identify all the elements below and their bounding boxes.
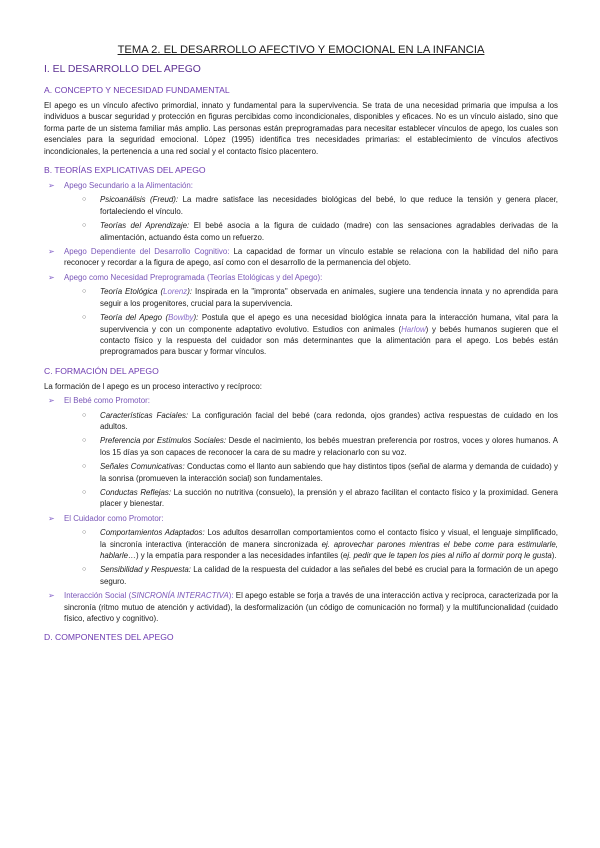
section-heading-1: I. EL DESARROLLO DEL APEGO bbox=[44, 64, 201, 75]
item-term: Señales Comunicativas: bbox=[100, 462, 185, 472]
list-item-bebe-promotor bbox=[44, 395, 558, 406]
circle-bullet-icon: ○ bbox=[82, 196, 87, 204]
arrow-bullet-icon: ➢ bbox=[48, 247, 55, 257]
list-item-desarrollo-cognitivo bbox=[44, 246, 558, 269]
item-heading: El Bebé como Promotor: bbox=[64, 396, 150, 406]
item-text: Inspirada en la "impronta" observada en animales, sugiere una tendencia innata y no aprendida para seguir a los progenitores, crucial para la supervivencia. bbox=[100, 287, 558, 308]
list-item-cuidador-promotor bbox=[44, 513, 558, 524]
item-term-close: ): bbox=[187, 287, 193, 297]
example-text: ej. pedir que le tapen los pies al niño al dormir porq le gusta bbox=[343, 551, 552, 560]
item-text: La succión no nutritiva (consuelo), la prensión y el abrazo facilitan el contacto físico y la proximidad. Genera placer y bienestar. bbox=[100, 487, 558, 509]
circle-bullet-icon: ○ bbox=[82, 488, 87, 496]
author-name: Lorenz bbox=[163, 287, 188, 297]
paragraph-formacion-intro: La formación de l apego es un proceso interactivo y recíproco: bbox=[44, 381, 262, 391]
list-item-apego-secundario bbox=[44, 180, 558, 191]
item-text: ) y la empatía para responder a las necesidades infantiles ( bbox=[135, 551, 343, 560]
document-page bbox=[44, 44, 558, 647]
item-heading-close: ): bbox=[228, 591, 234, 601]
item-term: Teoría del Apego ( bbox=[100, 313, 169, 323]
item-heading: Apego Dependiente del Desarrollo Cognitivo: bbox=[64, 247, 230, 257]
item-term-close: ): bbox=[193, 313, 199, 323]
circle-bullet-icon: ○ bbox=[82, 288, 87, 296]
item-text: La madre satisface las necesidades biológicas del bebé, lo que reduce la tensión y genera placer, fortaleciendo el vínculo. bbox=[100, 195, 558, 216]
item-text: La capacidad de formar un vínculo estable se relaciona con la habilidad del niño para reconocer y recordar a la figura de apego, así como con el desarrollo de la permanencia del objeto. bbox=[64, 247, 559, 268]
item-heading: Interacción Social ( bbox=[64, 591, 132, 601]
circle-bullet-icon: ○ bbox=[82, 437, 87, 445]
heading-concepto: A. CONCEPTO Y NECESIDAD FUNDAMENTAL bbox=[44, 85, 230, 95]
example-text: ej. aprovechar parones mientras el bebe come para estimularle, hablarle… bbox=[100, 539, 558, 560]
item-term: Conductas Reflejas: bbox=[100, 487, 172, 497]
item-heading: Apego como Necesidad Preprogramada (Teorías Etológicas y del Apego): bbox=[64, 272, 323, 282]
arrow-bullet-icon: ➢ bbox=[48, 272, 55, 282]
sub-item-caracteristicas-faciales bbox=[44, 410, 558, 433]
item-heading: El Cuidador como Promotor: bbox=[64, 513, 164, 523]
sub-item-senales-comunicativas bbox=[44, 461, 558, 484]
item-text: Desde el nacimiento, los bebés muestran preferencia por rostros, voces y olores humanos. A los 15 días ya son capaces de reconocer la cara de su madre y relacionarlo con su voz. bbox=[100, 436, 559, 457]
arrow-bullet-icon: ➢ bbox=[48, 513, 55, 523]
heading-componentes: D. COMPONENTES DEL APEGO bbox=[44, 632, 174, 643]
item-text: Postula que el apego es una necesidad biológica innata para la interacción humana, vital para la supervivencia y con un componente adaptativo evolutivo. Estudios con animales ( bbox=[100, 313, 558, 334]
item-text: El bebé asocia a la figura de cuidado (madre) con las sensaciones agradables derivadas de la alimentación, actuando ésta como un refuerzo. bbox=[100, 221, 558, 242]
circle-bullet-icon: ○ bbox=[82, 314, 87, 322]
sub-item-etologica bbox=[44, 286, 558, 309]
sub-item-teoria-apego bbox=[44, 312, 558, 358]
item-term: Sensibilidad y Respuesta: bbox=[100, 565, 191, 575]
item-text: La calidad de la respuesta del cuidador a las señales del bebé es crucial para la formación de un apego seguro. bbox=[100, 565, 558, 586]
circle-bullet-icon: ○ bbox=[82, 529, 87, 537]
circle-bullet-icon: ○ bbox=[82, 411, 87, 419]
item-text: ) y bebés humanos sugieren que el contacto físico y la respuesta del cuidador son más determinantes que la alimentación para el apego. Los bebés están preprogramados para buscar y formar vínculos. bbox=[100, 324, 559, 357]
item-heading: Apego Secundario a la Alimentación: bbox=[64, 181, 193, 191]
arrow-bullet-icon: ➢ bbox=[48, 396, 55, 406]
circle-bullet-icon: ○ bbox=[82, 463, 87, 471]
item-term: Preferencia por Estímulos Sociales: bbox=[100, 436, 227, 446]
item-term: Teoría Etológica ( bbox=[100, 287, 164, 297]
heading-formacion: C. FORMACIÓN DEL APEGO bbox=[44, 365, 159, 376]
item-term: Características Faciales: bbox=[100, 410, 189, 420]
item-term: Teorías del Aprendizaje: bbox=[100, 221, 190, 231]
circle-bullet-icon: ○ bbox=[82, 222, 87, 230]
item-text: Conductas como el llanto aun sabiendo que hay distintos tipos (señal de alarma y demanda de cuidado) y la sonrisa (promueven la interacción social) son fundamentales. bbox=[100, 462, 558, 483]
item-text: La configuración facial del bebé (cara redonda, ojos grandes) activa respuestas de cuidado en los adultos. bbox=[100, 410, 558, 431]
item-text: El apego estable se forja a través de una interacción activa y recíproca, caracterizada por la sincronía (ritmo mutuo de atención y actividad), la desformalización (un código de comunicación no formal) y la multifuncionalidad (cuidado físico, afectivo y cognitivo). bbox=[64, 591, 558, 624]
author-name: Bowlby bbox=[168, 313, 194, 323]
document-title: TEMA 2. EL DESARROLLO AFECTIVO Y EMOCIONAL EN LA INFANCIA bbox=[117, 44, 485, 56]
item-text: Los adultos desarrollan comportamientos como el contacto físico y visual, el lenguaje simplificado, la sincronía interactiva (interacción de manera sincronizada bbox=[100, 528, 558, 549]
item-term: Psicoanálisis (Freud): bbox=[100, 195, 179, 205]
item-text: ). bbox=[551, 551, 557, 560]
sub-item-preferencia-estimulos bbox=[44, 435, 558, 458]
sub-item-aprendizaje bbox=[44, 220, 558, 243]
arrow-bullet-icon: ➢ bbox=[48, 181, 55, 191]
item-heading-italic: SINCRONÍA INTERACTIVA bbox=[131, 591, 229, 601]
sub-item-comportamientos-adaptados bbox=[44, 527, 558, 561]
paragraph-concepto: El apego es un vínculo afectivo primordial, innato y fundamental para la supervivencia. Se trata de una necesidad primaria que impulsa a los individuos a buscar seguridad y protección en figuras percibidas como incondicionales, disponibles y eficaces. No es un vínculo aislado, sino que forma parte de un sistema familiar más amplio. Las personas están preprogramadas para necesitar establecer vínculos de apego, los cuales son esenciales para la seguridad emocional. López (1995) identifica tres necesidades primarias: el establecimiento de vínculos afectivos incondicionales, la pertenencia a una red social y el contacto físico placentero. bbox=[44, 101, 558, 156]
list-item-interaccion-social bbox=[44, 590, 558, 624]
item-term: Comportamientos Adaptados: bbox=[100, 528, 205, 538]
heading-teorias: B. TEORÍAS EXPLICATIVAS DEL APEGO bbox=[44, 165, 206, 176]
list-item-preprogramada bbox=[44, 272, 558, 283]
arrow-bullet-icon: ➢ bbox=[48, 591, 55, 601]
circle-bullet-icon: ○ bbox=[82, 566, 87, 574]
sub-item-conductas-reflejas bbox=[44, 487, 558, 510]
author-name: Harlow bbox=[401, 324, 426, 334]
sub-item-sensibilidad bbox=[44, 564, 558, 587]
sub-item-psicoanalisis bbox=[44, 194, 558, 217]
